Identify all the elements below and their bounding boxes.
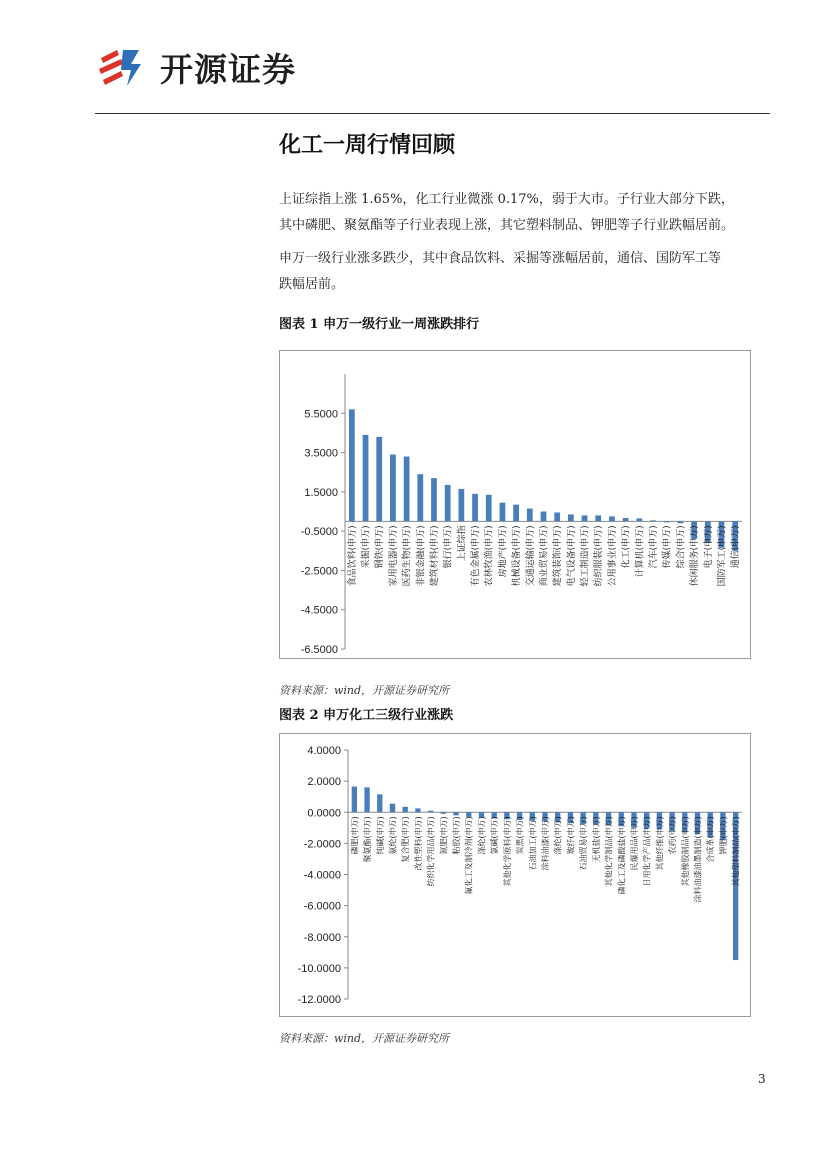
chart-2-box	[279, 733, 751, 1017]
chart-2-bar	[441, 812, 446, 814]
chart-1-bar	[390, 455, 396, 522]
chart-2-bar	[403, 807, 408, 812]
chart-1-category-label: 传媒(申万)	[662, 525, 673, 569]
paragraph-2-line-1: 申万一级行业涨多跌少，其中食品饮料、采掘等涨幅居前，通信、国防军工等	[279, 251, 722, 266]
brand-name: 开源证券	[160, 50, 296, 89]
chart-1-category-label: 化工(申万)	[621, 525, 632, 569]
chart-1-box	[279, 350, 751, 659]
chart-2-category-label: 日用化学产品(申万)	[642, 816, 652, 887]
chart-1-category-label: 建筑材料(申万)	[429, 525, 440, 587]
chart-2-y-tick-label: -10.0000	[297, 962, 341, 975]
chart-2-bar	[453, 812, 458, 815]
chart-2-bar	[415, 808, 420, 812]
chart-2-category-label: 石油贸易(申万)	[579, 816, 589, 871]
chart-2-category-label: 磷肥(申万)	[350, 816, 360, 855]
chart-1-bar	[417, 474, 423, 521]
chart-1-category-label: 纺织服装(申万)	[594, 525, 605, 587]
chart-1-category-label: 国防军工(申万)	[717, 525, 728, 587]
chart-2-bar	[428, 811, 433, 813]
chart-2-category-label: 民爆用品(申万)	[629, 816, 639, 871]
chart-1-bar	[636, 518, 642, 521]
chart-1-category-label: 商业贸易(申万)	[539, 525, 550, 587]
chart-2-category-label: 涂料油漆(申万)	[541, 816, 550, 871]
chart-1-bar	[363, 435, 369, 521]
chart-2-category-label: 其他纤维(申万)	[655, 816, 665, 871]
page-number: 3	[758, 1072, 766, 1086]
chart-1-bar	[568, 514, 574, 521]
chart-2-category-label: 玻纤(申万)	[566, 816, 576, 855]
chart-1-bar	[500, 503, 506, 522]
chart-2-bar	[466, 812, 471, 817]
header-divider	[95, 113, 770, 114]
chart-2-bar	[377, 794, 382, 812]
chart-1-category-label: 有色金属(申万)	[471, 525, 482, 587]
chart-1-y-tick-label: -6.5000	[300, 644, 338, 656]
chart-2-category-label: 其他化学原料(申万)	[502, 816, 512, 887]
chart-1-category-label: 机械设备(申万)	[512, 525, 523, 587]
chart-2-y-tick-label: 2.0000	[307, 776, 341, 789]
chart-2-category-label: 磷化工及磷酸盐(申万)	[617, 816, 627, 895]
figure-1-title: 图表 1 申万一级行业一周涨跌排行	[279, 317, 480, 332]
chart-1-category-label: 通信(申万)	[731, 525, 742, 569]
chart-2-y-tick-label: -4.0000	[303, 869, 341, 882]
chart-2-category-label: 涤纶(申万)	[477, 816, 487, 855]
chart-2-category-label: 其他橡胶制品(申万)	[680, 816, 690, 887]
chart-2-category-label: 氯碱(申万)	[490, 816, 500, 855]
chart-2-category-label: 粘胶(申万)	[452, 816, 462, 855]
chart-1-category-label: 休闲服务(申万)	[690, 525, 701, 587]
chart-1-bar	[486, 495, 492, 522]
chart-2-y-tick-label: -12.0000	[297, 994, 341, 1006]
chart-2-y-tick-label: -6.0000	[303, 900, 341, 913]
chart-1-bar	[376, 437, 382, 521]
chart-1-bar	[527, 509, 533, 522]
chart-1-bar	[472, 494, 478, 522]
chart-2-category-label: 改性塑料(申万)	[413, 816, 423, 871]
chart-1-category-label: 采掘(申万)	[361, 525, 372, 569]
paragraph-2-line-2: 跌幅居前。	[279, 277, 345, 292]
section-title: 化工一周行情回顾	[279, 132, 456, 158]
chart-1-bar	[623, 518, 629, 521]
chart-1-category-label: 医药生物(申万)	[402, 525, 413, 587]
chart-2-category-label: 涂料油漆油墨制造(申万)	[693, 816, 703, 903]
chart-1-y-tick-label: -0.5000	[300, 526, 338, 539]
chart-2-bar	[352, 787, 357, 813]
figure-2-source: 资料来源：wind，开源证券研究所	[279, 1032, 450, 1045]
chart-2-category-label: 石油加工(申万)	[528, 816, 538, 871]
paragraph-2	[279, 246, 769, 298]
chart-2-category-label: 合成革(申万)	[706, 816, 716, 863]
chart-1-category-label: 非银金融(申万)	[416, 525, 427, 587]
paragraph-1-line-1: 上证综指上涨 1.65%，化工行业微涨 0.17%，弱于大市。子行业大部分下跌，	[279, 192, 734, 207]
chart-1-bar	[445, 485, 451, 521]
chart-1-bar	[595, 515, 601, 521]
chart-1-category-label: 计算机(申万)	[635, 525, 646, 578]
chart-2-category-label: 无机盐(申万)	[591, 816, 601, 863]
chart-1-bar	[554, 512, 560, 521]
chart-2-category-label: 氨纶(申万)	[388, 816, 398, 855]
logo-mark-icon	[99, 50, 141, 86]
figure-1-source: 资料来源：wind，开源证券研究所	[279, 684, 450, 697]
chart-2-category-label: 其他化学制品(申万)	[604, 816, 614, 887]
chart-1-bar	[458, 489, 464, 521]
chart-2-y-tick-label: 4.0000	[307, 745, 341, 757]
chart-2-category-label: 复合肥(申万)	[401, 816, 411, 863]
chart-1	[280, 351, 750, 658]
chart-1-category-label: 交通运输(申万)	[525, 525, 536, 587]
chart-1-bar	[650, 520, 656, 521]
chart-1-category-label: 钢铁(申万)	[375, 525, 386, 569]
chart-2-category-label: 其他塑料制品(申万)	[731, 816, 741, 887]
chart-2-category-label: 涤纶(申万)	[553, 816, 563, 855]
paragraph-1-line-2: 其中磷肥、聚氨酯等子行业表现上涨，其它塑料制品、钾肥等子行业跌幅居前。	[279, 218, 735, 233]
chart-1-category-label: 电气设备(申万)	[566, 525, 577, 587]
chart-1-bar	[609, 516, 615, 521]
chart-1-category-label: 电子(申万)	[703, 525, 714, 569]
chart-1-category-label: 上证综指	[457, 525, 468, 562]
chart-1-bar	[678, 521, 684, 523]
chart-1-bar	[431, 478, 437, 521]
chart-2-y-tick-label: -2.0000	[303, 838, 341, 851]
chart-1-y-tick-label: 5.5000	[304, 408, 338, 421]
chart-2-category-label: 钾肥(申万)	[718, 816, 728, 855]
chart-1-bar	[664, 521, 670, 522]
chart-1-bar	[582, 515, 588, 521]
chart-2-y-tick-label: 0.0000	[307, 807, 341, 820]
figure-2-title: 图表 2 申万化工三级行业涨跌	[279, 708, 454, 723]
company-logo	[95, 44, 155, 90]
chart-1-bar	[541, 512, 547, 522]
chart-1-category-label: 家用电器(申万)	[388, 525, 399, 587]
chart-2-bar	[390, 804, 395, 813]
chart-2-category-label: 炭黑(申万)	[515, 816, 525, 855]
chart-1-category-label: 食品饮料(申万)	[347, 525, 358, 587]
chart-1-category-label: 轻工制造(申万)	[580, 525, 591, 587]
chart-2-category-label: 纺织化学用品(申万)	[426, 816, 436, 887]
chart-1-category-label: 房地产(申万)	[498, 525, 509, 578]
chart-1-y-tick-label: 3.5000	[304, 447, 338, 460]
chart-1-category-label: 建筑装饰(申万)	[553, 525, 564, 587]
chart-2-category-label: 氮肥(申万)	[439, 816, 449, 855]
chart-1-category-label: 银行(申万)	[443, 525, 454, 569]
chart-2-y-tick-label: -8.0000	[303, 931, 341, 944]
chart-2	[280, 734, 750, 1016]
chart-1-bar	[513, 505, 519, 522]
chart-1-y-tick-label: -4.5000	[300, 604, 338, 617]
chart-2-category-label: 纯碱(申万)	[375, 816, 385, 855]
chart-1-category-label: 汽车(申万)	[649, 525, 660, 569]
chart-2-category-label: 氟化工及制冷剂(申万)	[464, 816, 474, 895]
chart-1-bar	[349, 409, 355, 521]
chart-2-category-label: 聚氨酯(申万)	[363, 816, 373, 863]
chart-1-category-label: 综合(申万)	[676, 525, 687, 569]
paragraph-1	[279, 187, 769, 239]
chart-1-bar	[404, 457, 410, 522]
chart-2-bar	[364, 787, 369, 812]
chart-2-category-label: 农药(申万)	[668, 816, 678, 855]
chart-1-y-tick-label: -2.5000	[300, 565, 338, 578]
chart-1-category-label: 公用事业(申万)	[607, 525, 618, 587]
chart-1-y-tick-label: 1.5000	[304, 486, 338, 499]
chart-1-category-label: 农林牧渔(申万)	[484, 525, 495, 587]
